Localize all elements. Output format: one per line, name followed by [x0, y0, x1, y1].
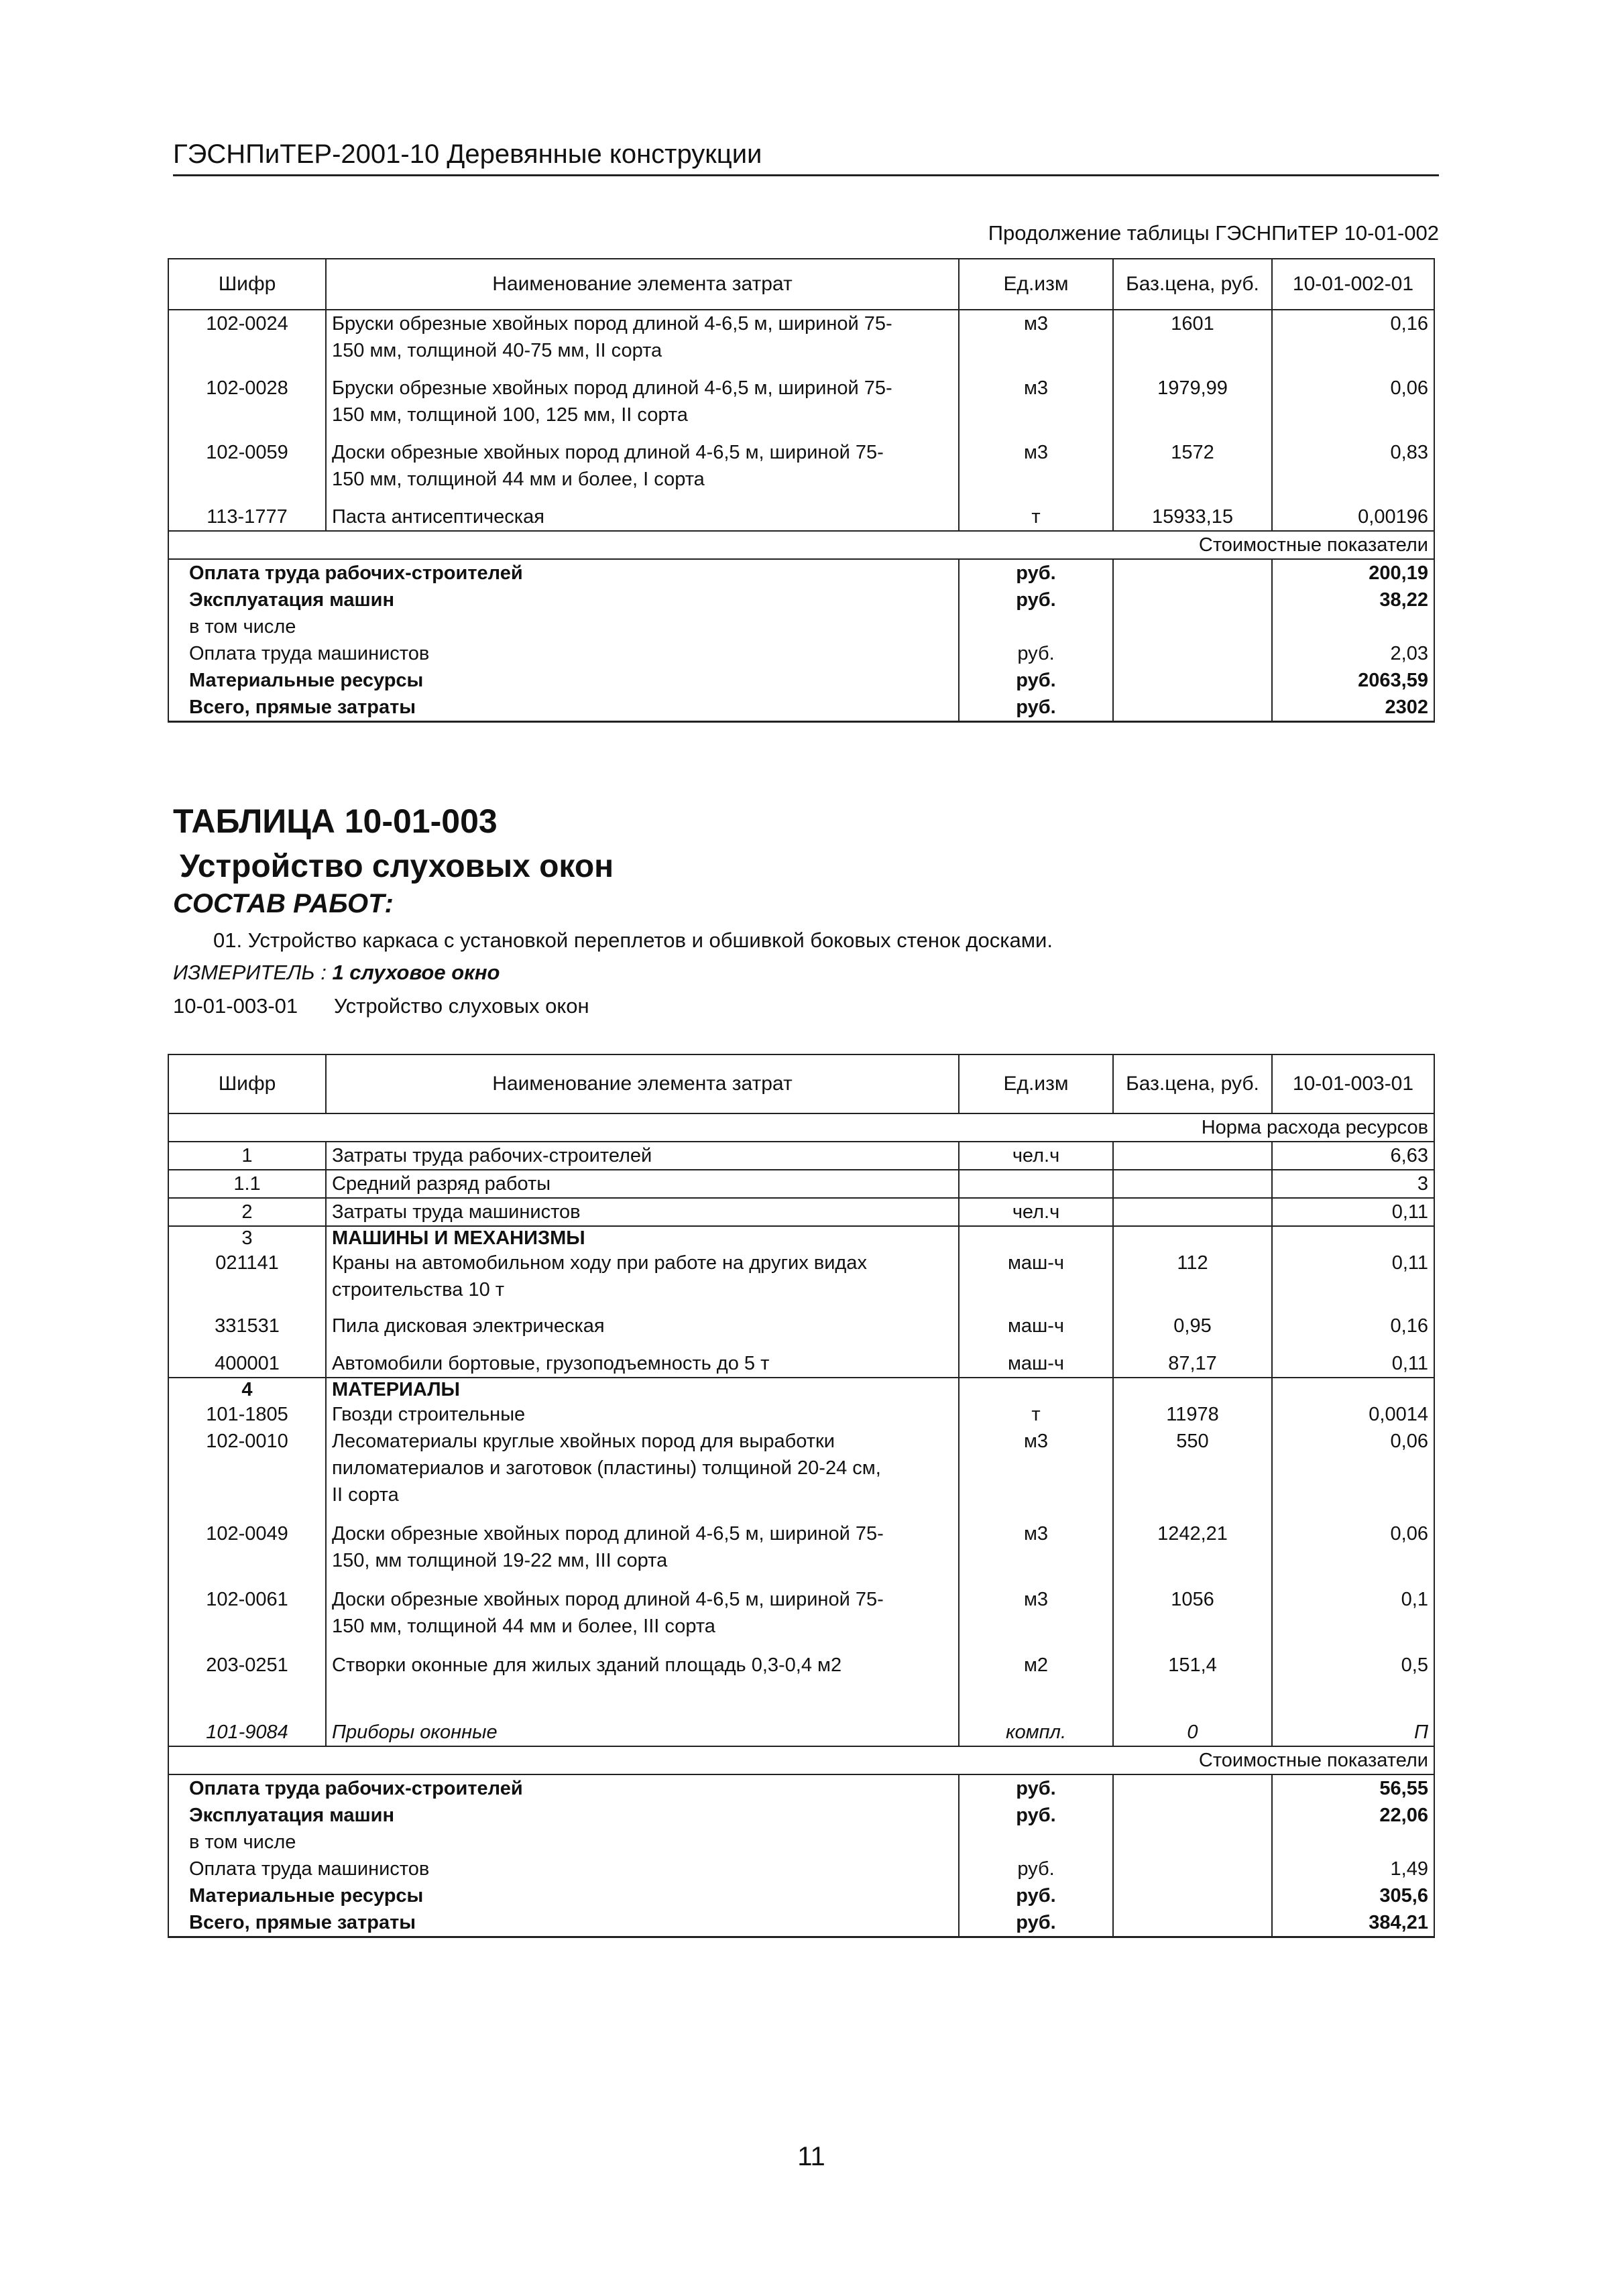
cell-code: 331531 [168, 1313, 326, 1350]
cell-name: Пила дисковая электрическая [326, 1313, 959, 1350]
cost-empty [1113, 587, 1272, 613]
table-row [168, 375, 1434, 439]
col-header-code: Шифр [168, 259, 326, 310]
cell-unit: чел.ч [959, 1198, 1113, 1226]
cell-name-line: пиломатериалов и заготовок (пластины) толщиной 20-24 см, [332, 1457, 881, 1479]
cost-row [168, 640, 1434, 667]
cost-label: в том числе [168, 1829, 959, 1856]
cell-price [1113, 1142, 1272, 1170]
cell-code: 021141 [168, 1250, 326, 1313]
cost-empty [959, 613, 1113, 640]
cost-empty [1113, 1909, 1272, 1937]
cost-row [168, 1802, 1434, 1829]
cost-empty [1113, 1802, 1272, 1829]
cell-unit: чел.ч [959, 1142, 1113, 1170]
cell-value: 0,0014 [1272, 1401, 1434, 1428]
cost-empty [1113, 1882, 1272, 1909]
cost-value: 384,21 [1272, 1909, 1434, 1937]
cell-price: 112 [1113, 1250, 1272, 1313]
cell-code: 102-0010 [168, 1428, 326, 1520]
table-row [168, 310, 1434, 375]
cell-code: 203-0251 [168, 1652, 326, 1719]
cell-unit: м3 [959, 1520, 1113, 1586]
work-item: 01. Устройство каркаса с установкой переплетов и обшивкой боковых стенок досками. [213, 928, 1053, 952]
cell-price: 0 [1113, 1719, 1272, 1746]
cell-unit: т [959, 1401, 1113, 1428]
cell-unit: м3 [959, 1586, 1113, 1652]
cell-unit: маш-ч [959, 1313, 1113, 1350]
cell-price: 0,95 [1113, 1313, 1272, 1350]
cell-unit: компл. [959, 1719, 1113, 1746]
cell-name [326, 439, 959, 503]
cell-value: 0,16 [1272, 1313, 1434, 1350]
cost-label: Материальные ресурсы [168, 1882, 959, 1909]
cell-name-line: 150, мм толщиной 19-22 мм, III сорта [332, 1550, 668, 1571]
cost-section-label: Стоимостные показатели [168, 1746, 1434, 1774]
measure-line [173, 957, 500, 988]
cost-row [168, 1882, 1434, 1909]
norm-section-label: Норма расхода ресурсов [168, 1113, 1434, 1142]
cost-unit: руб. [959, 1909, 1113, 1937]
table-row [168, 1170, 1434, 1198]
table-10-01-003 [168, 1054, 1435, 1938]
table-heading: ТАБЛИЦА 10-01-003 [173, 802, 498, 840]
cell-unit: маш-ч [959, 1350, 1113, 1378]
cell-name: Приборы оконные [326, 1719, 959, 1746]
group-title: МАШИНЫ И МЕХАНИЗМЫ [326, 1226, 959, 1250]
cell-code: 102-0028 [168, 375, 326, 439]
cell-name: Затраты труда рабочих-строителей [326, 1142, 959, 1170]
cell-value: 0,06 [1272, 375, 1434, 439]
cell-name-line: II сорта [332, 1484, 399, 1506]
cost-value: 22,06 [1272, 1802, 1434, 1829]
work-composition-title: СОСТАВ РАБОТ: [173, 889, 394, 918]
table-header-row [168, 259, 1434, 310]
cost-value: 2302 [1272, 694, 1434, 722]
cell-code: 400001 [168, 1350, 326, 1378]
cost-unit: руб. [959, 587, 1113, 613]
cost-unit: руб. [959, 667, 1113, 694]
cell-price [1113, 1170, 1272, 1198]
cell-code: 101-9084 [168, 1719, 326, 1746]
table-row [168, 1520, 1434, 1586]
cell-name-line: 150 мм, толщиной 40-75 мм, II сорта [332, 340, 662, 361]
cell-name: Средний разряд работы [326, 1170, 959, 1198]
cost-unit: руб. [959, 640, 1113, 667]
cell-price: 1572 [1113, 439, 1272, 503]
col-header-code: Шифр [168, 1054, 326, 1113]
cost-empty [959, 1829, 1113, 1856]
cost-label: Оплата труда машинистов [168, 1856, 959, 1882]
cell-price: 87,17 [1113, 1350, 1272, 1378]
cost-row [168, 613, 1434, 640]
cell-code: 101-1805 [168, 1401, 326, 1428]
cell-name-line: 150 мм, толщиной 44 мм и более, III сорта [332, 1616, 715, 1637]
cost-value: 305,6 [1272, 1882, 1434, 1909]
norm-code: 10-01-003-01 [173, 994, 298, 1018]
cell-unit: м3 [959, 1428, 1113, 1520]
cost-value: 38,22 [1272, 587, 1434, 613]
cell-value: 0,1 [1272, 1586, 1434, 1652]
cell-price: 1242,21 [1113, 1520, 1272, 1586]
cell-name [326, 375, 959, 439]
cell-name-line: Доски обрезные хвойных пород длиной 4-6,5 м, шириной 75- [332, 442, 884, 463]
cell-price: 1979,99 [1113, 375, 1272, 439]
section-label-row [168, 1746, 1434, 1774]
cost-empty [1113, 667, 1272, 694]
cell-unit: маш-ч [959, 1250, 1113, 1313]
cost-unit: руб. [959, 1882, 1113, 1909]
col-header-unit: Ед.изм [959, 1054, 1113, 1113]
norm-label-row [168, 1113, 1434, 1142]
cost-empty [1113, 640, 1272, 667]
norm-code-name: Устройство слуховых окон [334, 994, 589, 1018]
section-label-row [168, 531, 1434, 559]
table-row [168, 1198, 1434, 1226]
cell-code: 102-0024 [168, 310, 326, 375]
col-header-price: Баз.цена, руб. [1113, 259, 1272, 310]
continuation-caption: Продолжение таблицы ГЭСНПиТЕР 10-01-002 [988, 221, 1439, 245]
group-title-row [168, 1378, 1434, 1401]
cell-name [326, 310, 959, 375]
cost-empty [1113, 1829, 1272, 1856]
cost-label: Эксплуатация машин [168, 587, 959, 613]
cost-row [168, 1856, 1434, 1882]
measure-value: 1 слуховое окно [332, 961, 500, 984]
cost-empty [1113, 613, 1272, 640]
col-header-norm: 10-01-003-01 [1272, 1054, 1434, 1113]
cell-value: 6,63 [1272, 1142, 1434, 1170]
table-row [168, 1313, 1434, 1350]
cell-value: 0,83 [1272, 439, 1434, 503]
cell-name-line: Лесоматериалы круглые хвойных пород для выработки [332, 1431, 835, 1452]
cell-name-line: Краны на автомобильном ходу при работе на других видах [332, 1252, 867, 1274]
cost-value: 2063,59 [1272, 667, 1434, 694]
cell-code: 1 [168, 1142, 326, 1170]
cell-value: 0,16 [1272, 310, 1434, 375]
cell-name [326, 1428, 959, 1520]
cost-row [168, 694, 1434, 722]
cost-unit: руб. [959, 1774, 1113, 1802]
cell-code: 102-0059 [168, 439, 326, 503]
cell-name-line: Доски обрезные хвойных пород длиной 4-6,5 м, шириной 75- [332, 1589, 884, 1610]
cell-name-line: 150 мм, толщиной 44 мм и более, I сорта [332, 469, 705, 490]
col-header-price: Баз.цена, руб. [1113, 1054, 1272, 1113]
cost-row [168, 559, 1434, 587]
cost-label: Всего, прямые затраты [168, 1909, 959, 1937]
cell-price: 151,4 [1113, 1652, 1272, 1719]
cell-name: Автомобили бортовые, грузоподъемность до 5 т [326, 1350, 959, 1378]
cost-value: 56,55 [1272, 1774, 1434, 1802]
cell-price [1113, 1198, 1272, 1226]
cost-empty [1113, 1856, 1272, 1882]
cost-label: Всего, прямые затраты [168, 694, 959, 722]
cell-value: 0,06 [1272, 1520, 1434, 1586]
cell-price: 550 [1113, 1428, 1272, 1520]
cost-row [168, 1909, 1434, 1937]
cell-value: 0,11 [1272, 1198, 1434, 1226]
cell-name: Гвозди строительные [326, 1401, 959, 1428]
cost-row [168, 1774, 1434, 1802]
table-10-01-002 [168, 258, 1435, 723]
cell-value: 0,00196 [1272, 503, 1434, 531]
cell-unit: м2 [959, 1652, 1113, 1719]
table-row [168, 1586, 1434, 1652]
running-header: ГЭСНПиТЕР-2001-10 Деревянные конструкции [173, 134, 1439, 176]
col-header-norm: 10-01-002-01 [1272, 259, 1434, 310]
cell-price: 1056 [1113, 1586, 1272, 1652]
table-subheading: Устройство слуховых окон [180, 849, 614, 884]
cost-empty [1272, 1829, 1434, 1856]
cell-unit: м3 [959, 310, 1113, 375]
cost-unit: руб. [959, 1856, 1113, 1882]
cell-code: 102-0049 [168, 1520, 326, 1586]
cost-label: в том числе [168, 613, 959, 640]
group-title: МАТЕРИАЛЫ [326, 1378, 959, 1401]
col-header-unit: Ед.изм [959, 259, 1113, 310]
norm-code-line [173, 991, 589, 1022]
cell-name-line: Бруски обрезные хвойных пород длиной 4-6,5 м, шириной 75- [332, 377, 892, 399]
cost-unit: руб. [959, 694, 1113, 722]
col-header-name: Наименование элемента затрат [326, 259, 959, 310]
cost-label: Эксплуатация машин [168, 1802, 959, 1829]
table-row [168, 1350, 1434, 1378]
table-row [168, 503, 1434, 531]
cost-label: Оплата труда машинистов [168, 640, 959, 667]
group-code: 3 [168, 1226, 326, 1250]
cell-unit: м3 [959, 375, 1113, 439]
cell-code: 113-1777 [168, 503, 326, 531]
cost-label: Оплата труда рабочих-строителей [168, 559, 959, 587]
cell-name [326, 1586, 959, 1652]
table-header-row [168, 1054, 1434, 1113]
cost-empty [1113, 1774, 1272, 1802]
cell-price: 11978 [1113, 1401, 1272, 1428]
cost-row [168, 667, 1434, 694]
cost-empty [1113, 694, 1272, 722]
cost-unit: руб. [959, 1802, 1113, 1829]
cost-section-label: Стоимостные показатели [168, 531, 1434, 559]
table-row [168, 439, 1434, 503]
table-row [168, 1719, 1434, 1746]
col-header-name: Наименование элемента затрат [326, 1054, 959, 1113]
cell-name [326, 1250, 959, 1313]
cost-row [168, 587, 1434, 613]
cell-name: Створки оконные для жилых зданий площадь 0,3-0,4 м2 [326, 1652, 959, 1719]
cell-code: 2 [168, 1198, 326, 1226]
table-row [168, 1142, 1434, 1170]
cell-value: П [1272, 1719, 1434, 1746]
cost-row [168, 1829, 1434, 1856]
table-row [168, 1250, 1434, 1313]
table-row [168, 1652, 1434, 1719]
measure-label: ИЗМЕРИТЕЛЬ : [173, 961, 327, 984]
page-number: 11 [797, 2142, 825, 2171]
cost-label: Оплата труда рабочих-строителей [168, 1774, 959, 1802]
cell-name: Затраты труда машинистов [326, 1198, 959, 1226]
cell-unit: т [959, 503, 1113, 531]
cell-name-line: Доски обрезные хвойных пород длиной 4-6,5 м, шириной 75- [332, 1523, 884, 1545]
cost-unit: руб. [959, 559, 1113, 587]
cost-label: Материальные ресурсы [168, 667, 959, 694]
cell-unit: м3 [959, 439, 1113, 503]
cell-value: 0,11 [1272, 1250, 1434, 1313]
group-code: 4 [168, 1378, 326, 1401]
cell-unit [959, 1170, 1113, 1198]
cell-code: 102-0061 [168, 1586, 326, 1652]
cell-name-line: строительства 10 т [332, 1279, 505, 1301]
cell-value: 3 [1272, 1170, 1434, 1198]
cell-name-line: 150 мм, толщиной 100, 125 мм, II сорта [332, 404, 688, 426]
cost-empty [1113, 559, 1272, 587]
cost-value: 2,03 [1272, 640, 1434, 667]
cost-value: 200,19 [1272, 559, 1434, 587]
cell-name: Паста антисептическая [326, 503, 959, 531]
cost-empty [1272, 613, 1434, 640]
group-title-row [168, 1226, 1434, 1250]
cell-name [326, 1520, 959, 1586]
cell-price: 15933,15 [1113, 503, 1272, 531]
cell-price: 1601 [1113, 310, 1272, 375]
cell-name-line: Бруски обрезные хвойных пород длиной 4-6,5 м, шириной 75- [332, 313, 892, 335]
table-row [168, 1401, 1434, 1428]
cell-value: 0,11 [1272, 1350, 1434, 1378]
cost-value: 1,49 [1272, 1856, 1434, 1882]
cell-value: 0,06 [1272, 1428, 1434, 1520]
cell-code: 1.1 [168, 1170, 326, 1198]
table-row [168, 1428, 1434, 1520]
cell-value: 0,5 [1272, 1652, 1434, 1719]
